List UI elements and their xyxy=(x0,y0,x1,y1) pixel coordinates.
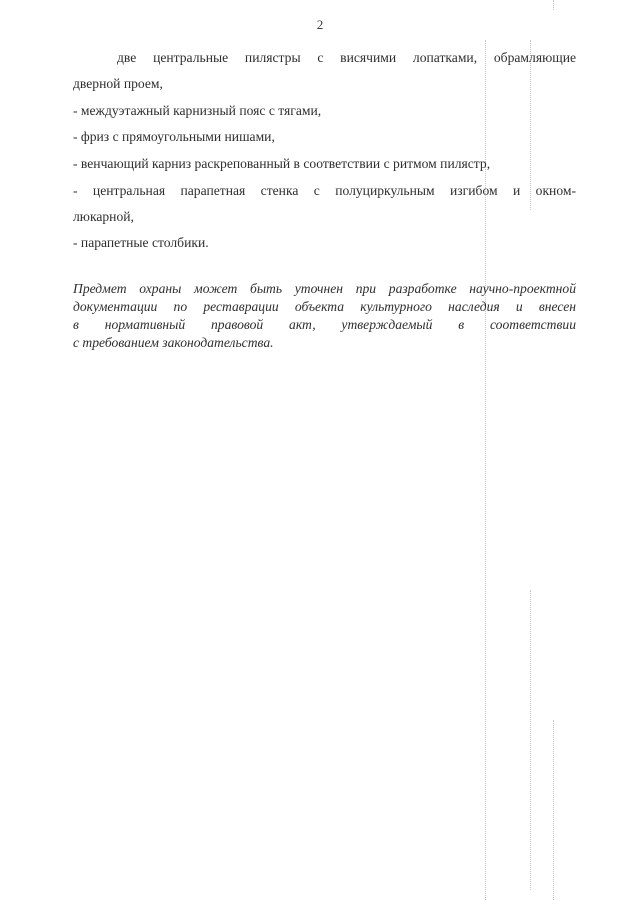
note-line-1: Предмет охраны может быть уточнен при разработке научно-проектной xyxy=(73,281,576,296)
list-item-pilasters-line-2: дверной проем, xyxy=(73,76,163,91)
list-item-pilasters-line-1: две центральные пилястры с висячими лопатками, обрамляющие xyxy=(117,50,576,65)
list-item-parapet-posts: - парапетные столбики. xyxy=(73,235,209,250)
list-item-frieze: - фриз с прямоугольными нишами, xyxy=(73,129,275,144)
list-item-parapet-wall-line-2: люкарной, xyxy=(73,209,134,224)
note-line-2: документации по реставрации объекта культурного наследия и внесен xyxy=(73,299,576,314)
list-item-cornice-belt: - междуэтажный карнизный пояс с тягами, xyxy=(73,103,322,118)
page-number: 2 xyxy=(316,17,324,32)
scan-artifact-line xyxy=(553,0,554,10)
scan-artifact-line xyxy=(553,720,554,900)
list-item-parapet-wall-line-1: - центральная парапетная стенка с полуциркульным изгибом и окном- xyxy=(73,183,576,198)
note-line-4: с требованием законодательства. xyxy=(73,335,274,350)
scan-artifact-line xyxy=(530,590,531,890)
note-line-3: в нормативный правовой акт, утверждаемый в соответствии xyxy=(73,317,576,332)
list-item-crowning-cornice: - венчающий карниз раскрепованный в соответствии с ритмом пилястр, xyxy=(73,156,491,171)
